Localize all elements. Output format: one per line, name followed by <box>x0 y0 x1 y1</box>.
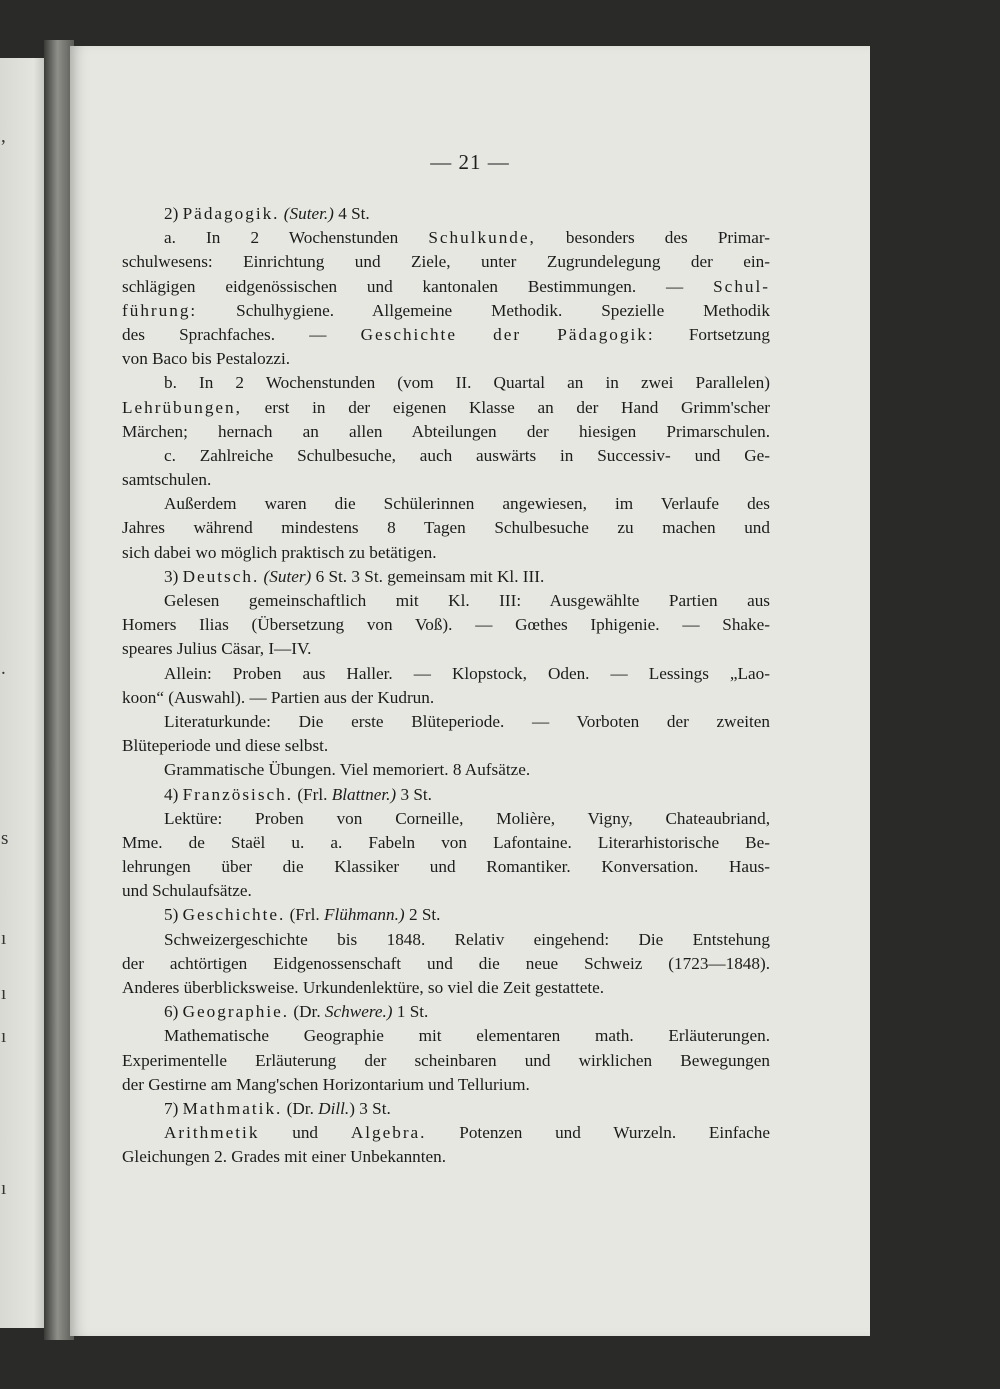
text-run: (Dr. <box>282 1098 319 1118</box>
text-run: ) 3 St. <box>349 1098 391 1118</box>
facing-page-glyph: ı <box>1 1026 7 1047</box>
text-line <box>122 468 770 492</box>
text-line <box>122 347 770 371</box>
spaced-heading: führung: <box>122 300 198 320</box>
text-run: Grammatische Übungen. Viel memoriert. 8 Aufsätze. <box>164 760 531 780</box>
text-run: erst in der eigenen Klasse an der Hand Grimm'scher <box>241 397 770 417</box>
text-run: 5) <box>164 905 183 925</box>
spaced-heading: Lehrübungen, <box>122 397 242 417</box>
facing-page-text-fragments <box>0 58 10 1328</box>
text-run: Mathematische Geographie mit elementaren math. Erläuterungen. <box>164 1026 770 1046</box>
text-line <box>122 734 770 758</box>
spaced-heading: Schulkunde, <box>428 228 536 248</box>
text-run: 1 St. <box>392 1002 429 1022</box>
text-line <box>122 976 770 1000</box>
text-line <box>122 371 770 395</box>
text-line <box>122 686 770 710</box>
spaced-heading: Französisch. <box>182 784 294 804</box>
text-run: koon“ (Auswahl). — Partien aus der Kudrun. <box>122 687 435 707</box>
text-run: samtschulen. <box>122 470 212 490</box>
spaced-heading: Deutsch. <box>182 566 260 586</box>
text-run: Fortsetzung <box>654 324 770 344</box>
teacher-name: (Suter) <box>263 566 312 586</box>
text-line <box>122 831 770 855</box>
facing-page-glyph: ı <box>1 983 7 1004</box>
text-run: (Frl. <box>285 905 324 925</box>
facing-page-glyph: s <box>1 828 9 849</box>
teacher-name: Schwere.) <box>324 1002 393 1022</box>
facing-page-glyph: ı <box>1 1178 7 1199</box>
teacher-name: (Suter.) <box>283 204 334 223</box>
text-run: Lektüre: Proben von Corneille, Molière, Vigny, Chateaubriand, <box>164 808 770 828</box>
text-run: (Dr. <box>289 1002 325 1022</box>
text-line <box>122 565 770 589</box>
text-run: 7) <box>164 1098 183 1118</box>
page-number: — 21 — <box>430 150 510 174</box>
spaced-heading: Geschichte der Pädagogik: <box>360 324 655 344</box>
teacher-name: Dill. <box>318 1098 350 1118</box>
text-line <box>122 613 770 637</box>
text-line <box>122 710 770 734</box>
text-line <box>122 1000 770 1024</box>
spaced-heading: Geschichte. <box>182 905 286 925</box>
text-line <box>122 323 770 347</box>
text-line <box>122 226 770 250</box>
text-run: Jahres während mindestens 8 Tagen Schulbesuche zu machen und <box>122 518 770 538</box>
text-run: Allein: Proben aus Haller. — Klopstock, Oden. — Lessings „Lao- <box>164 663 770 683</box>
text-run: Außerdem waren die Schülerinnen angewiesen, im Verlaufe des <box>164 494 770 514</box>
text-line <box>122 444 770 468</box>
text-line <box>122 637 770 661</box>
text-run: Gelesen gemeinschaftlich mit Kl. III: Ausgewählte Partien aus <box>164 591 770 610</box>
text-run: Literaturkunde: Die erste Blüteperiode. — Vorboten der zweiten <box>164 711 770 731</box>
text-run: 4 St. <box>333 204 370 223</box>
text-line <box>122 928 770 952</box>
text-run: 4) <box>164 784 183 804</box>
text-line <box>122 1073 770 1097</box>
text-run: von Baco bis Pestalozzi. <box>122 349 291 369</box>
text-line <box>122 541 770 565</box>
spaced-heading: Arithmetik <box>164 1123 260 1143</box>
text-line <box>122 516 770 540</box>
text-line <box>122 758 770 782</box>
text-line <box>122 855 770 879</box>
text-run: Schulhygiene. Allgemeine Methodik. Spezielle Methodik <box>197 300 770 320</box>
text-run: Homers Ilias (Übersetzung von Voß). — Gœthes Iphigenie. — Shake- <box>122 615 770 635</box>
text-run: 3 St. <box>396 784 432 804</box>
text-run: der Gestirne am Mang'schen Horizontarium und Tellurium. <box>122 1074 530 1094</box>
text-line <box>122 396 770 420</box>
spaced-heading: Algebra. <box>350 1123 427 1143</box>
text-run: Potenzen und Wurzeln. Einfache <box>426 1123 770 1143</box>
facing-page-glyph: ı <box>1 928 7 949</box>
text-line <box>122 299 770 323</box>
text-run: und Schulaufsätze. <box>122 881 252 901</box>
spaced-heading: Pädagogik. <box>182 204 280 223</box>
text-run: Schweizergeschichte bis 1848. Relativ eingehend: Die Entstehung <box>164 929 770 949</box>
book-page <box>70 46 870 1336</box>
text-run: speares Julius Cäsar, I—IV. <box>122 639 312 659</box>
teacher-name: Flühmann.) <box>323 905 405 925</box>
text-line <box>122 952 770 976</box>
text-line <box>122 275 770 299</box>
text-line <box>122 1049 770 1073</box>
text-run: c. Zahlreiche Schulbesuche, auch auswärts in Successiv- und Ge- <box>164 445 770 465</box>
spaced-heading: Schul- <box>713 276 770 296</box>
text-line <box>122 589 770 613</box>
text-line <box>122 662 770 686</box>
text-run: Gleichungen 2. Grades mit einer Unbekannten. <box>122 1147 447 1167</box>
facing-page-edge <box>0 58 48 1328</box>
text-run: besonders des Primar- <box>535 228 770 248</box>
text-run: Mme. de Staël u. a. Fabeln von Lafontaine. Literarhistorische Be- <box>122 832 770 852</box>
text-run: lehrungen über die Klassiker und Romantiker. Konversation. Haus- <box>122 857 770 877</box>
body-text <box>122 202 770 1170</box>
text-run: Märchen; hernach an allen Abteilungen der hiesigen Primarschulen. <box>122 421 770 441</box>
text-run: der achtörtigen Eidgenossenschaft und die neue Schweiz (1723—1848). <box>122 953 770 973</box>
text-run: 2) <box>164 204 183 223</box>
text-run: 6 St. 3 St. gemeinsam mit Kl. III. <box>311 566 545 586</box>
facing-page-glyph: , <box>1 126 6 147</box>
text-run: Experimentelle Erläuterung der scheinbaren und wirklichen Bewegungen <box>122 1050 770 1070</box>
text-line <box>122 1024 770 1048</box>
text-run: 2 St. <box>404 905 441 925</box>
text-run: und <box>259 1123 351 1143</box>
text-line <box>122 783 770 807</box>
text-run: 3) <box>164 566 183 586</box>
text-run: Blüteperiode und diese selbst. <box>122 736 329 756</box>
text-line <box>122 903 770 927</box>
text-line <box>122 807 770 831</box>
text-line <box>122 879 770 903</box>
text-run: b. In 2 Wochenstunden (vom II. Quartal an in zwei Parallelen) <box>164 373 770 393</box>
text-run: 6) <box>164 1002 183 1022</box>
text-line <box>122 492 770 516</box>
facing-page-glyph: . <box>1 658 6 679</box>
text-run: des Sprachfaches. — <box>122 324 361 344</box>
text-line <box>122 1145 770 1169</box>
teacher-name: Blattner.) <box>331 784 397 804</box>
text-run: (Frl. <box>293 784 332 804</box>
text-run: a. In 2 Wochenstunden <box>164 228 429 248</box>
text-line <box>122 202 770 226</box>
text-run: Anderes überblicksweise. Urkundenlektüre, so viel die Zeit gestattete. <box>122 978 605 997</box>
spaced-heading: Mathmatik. <box>182 1098 283 1118</box>
text-run: schlägigen eidgenössischen und kantonalen Bestimmungen. — <box>122 276 714 296</box>
text-run: sich dabei wo möglich praktisch zu betätigen. <box>122 542 437 562</box>
text-line <box>122 250 770 274</box>
text-run: schulwesens: Einrichtung und Ziele, unter Zugrundelegung der ein- <box>122 252 770 272</box>
text-line <box>122 420 770 444</box>
spaced-heading: Geographie. <box>182 1002 290 1022</box>
text-line <box>122 1097 770 1121</box>
text-line <box>122 1121 770 1145</box>
